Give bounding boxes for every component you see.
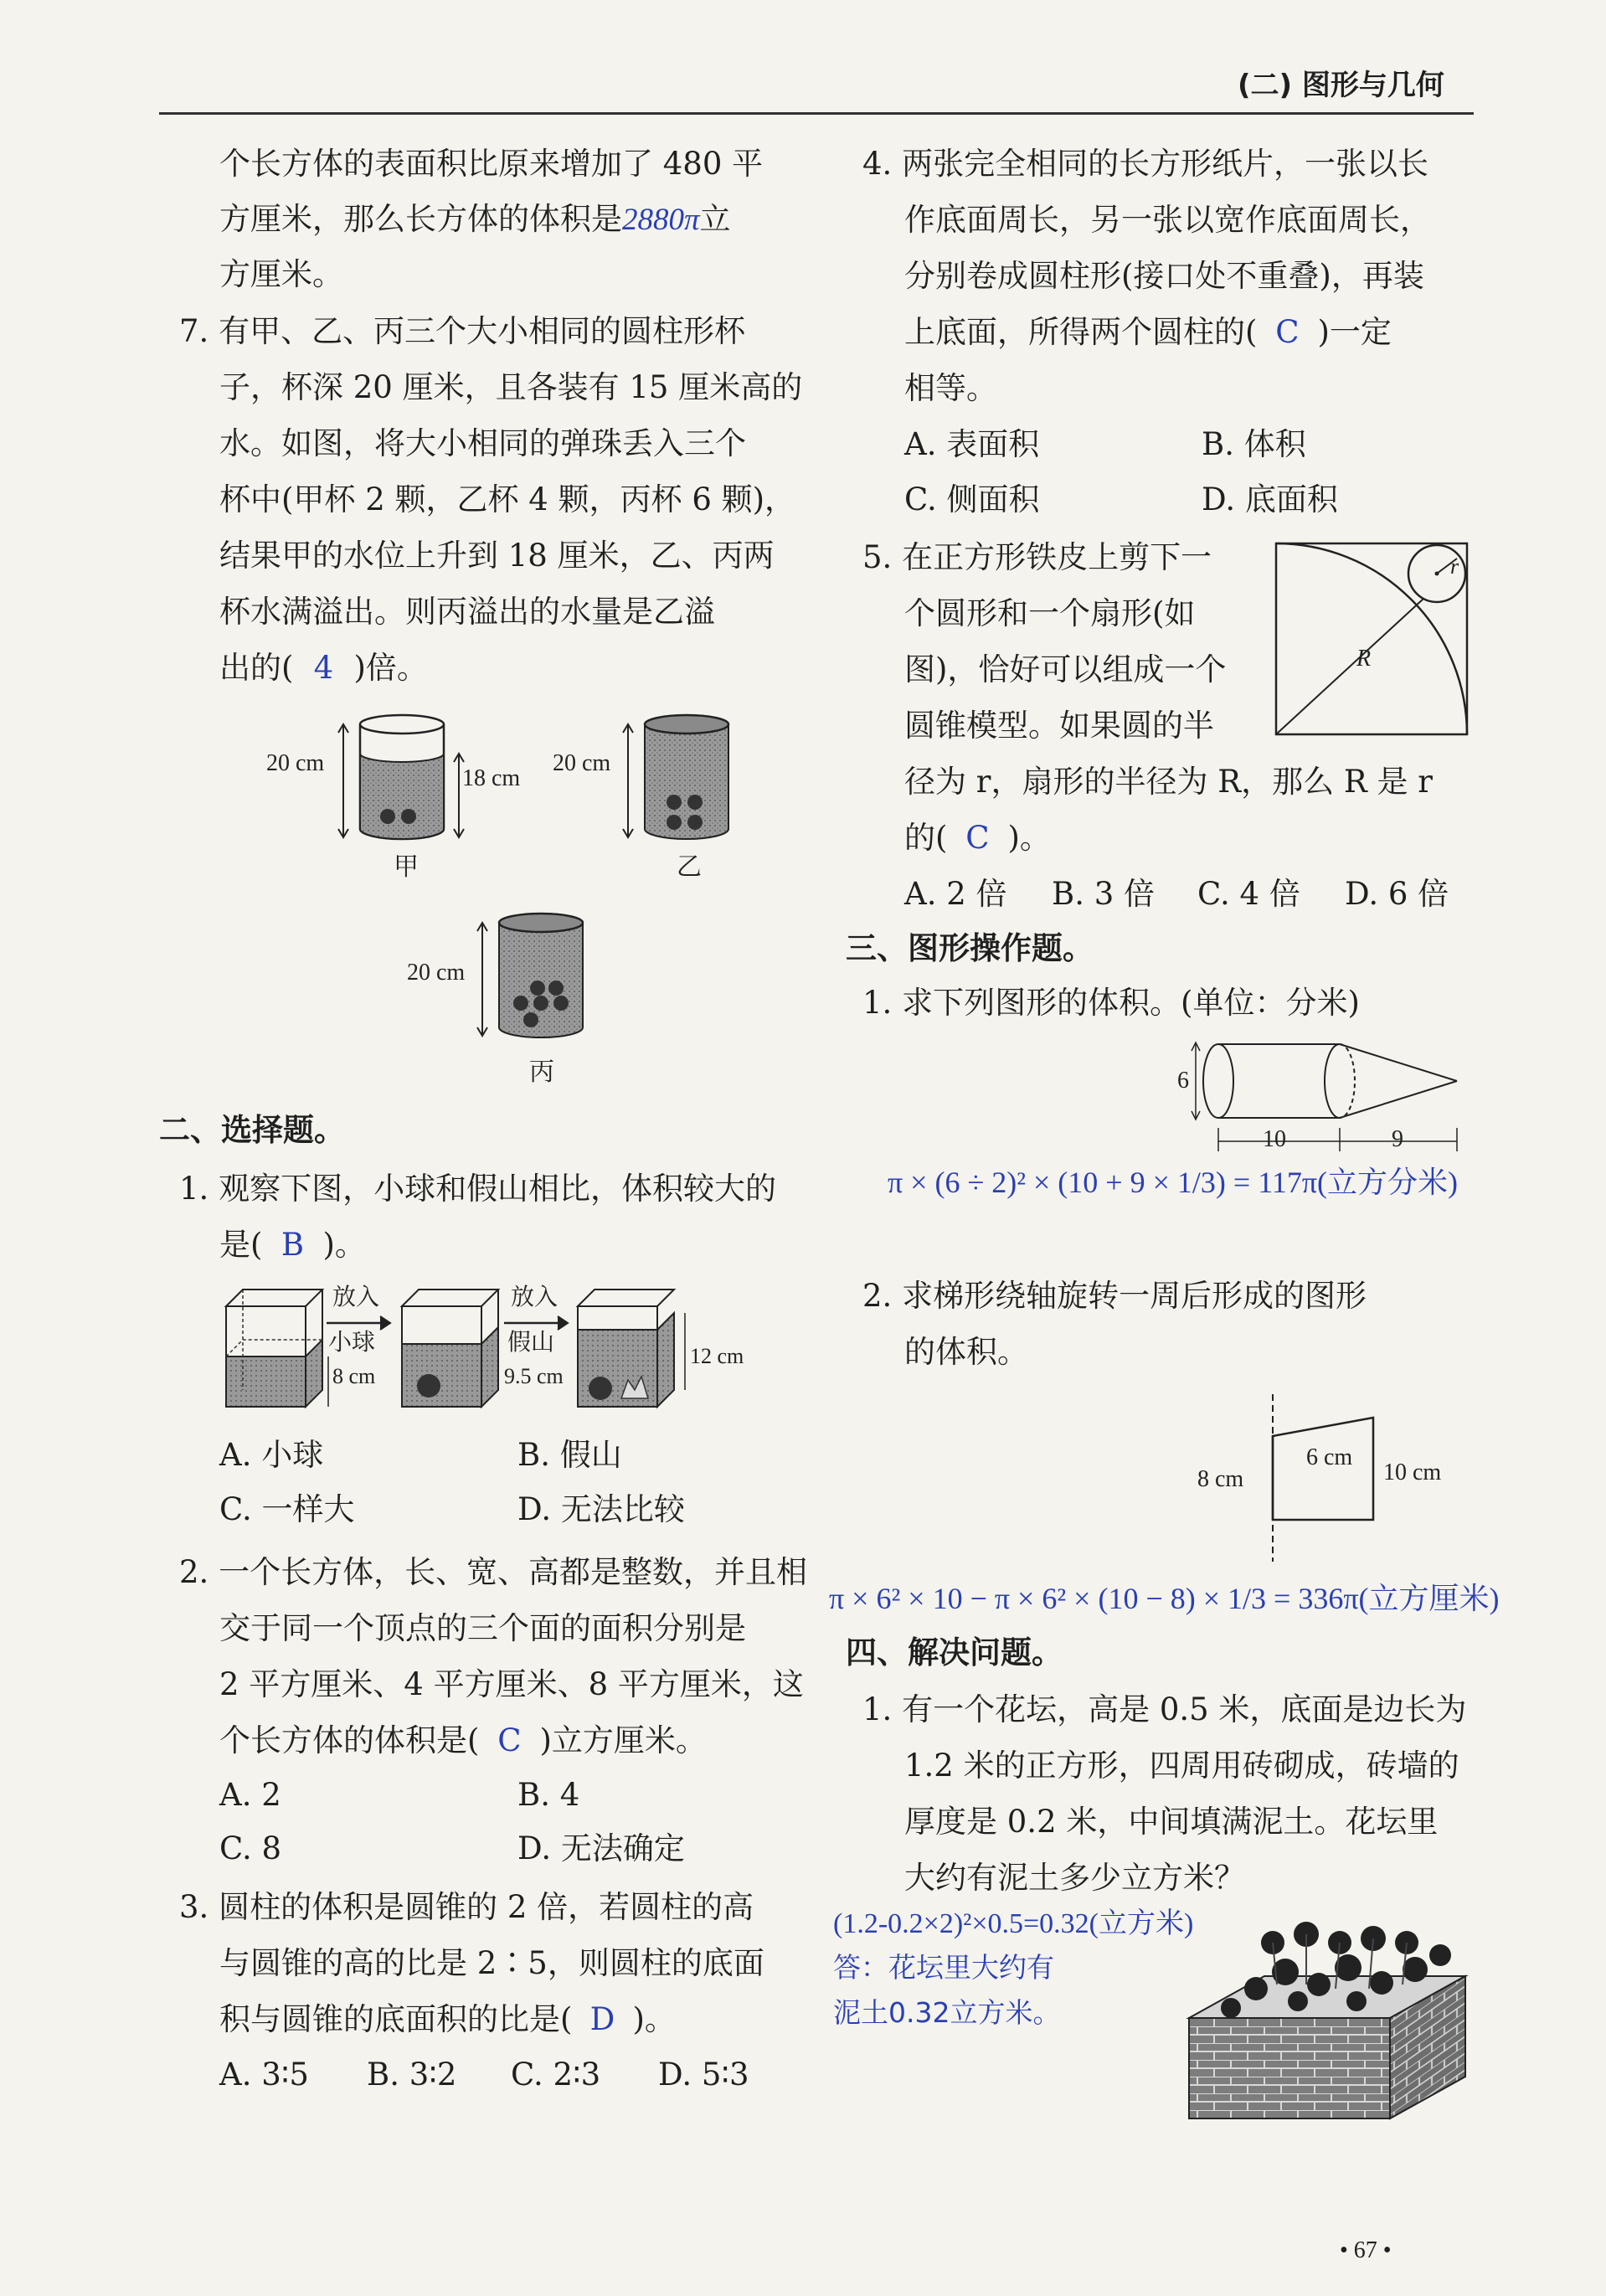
mc1-option-c: C. 一样大	[219, 1491, 355, 1527]
mc2-line3: 2 平方厘米、4 平方厘米、8 平方厘米，这	[219, 1666, 804, 1702]
box-1	[226, 1290, 322, 1407]
q7-line5: 结果甲的水位上升到 18 厘米，乙、丙两	[219, 538, 775, 574]
section2-title: 二、选择题。	[159, 1112, 345, 1148]
q7-line1: 7. 有甲、乙、丙三个大小相同的圆柱形杯	[179, 313, 746, 349]
mc2-option-b: B. 4	[517, 1777, 580, 1813]
mc2-answer: C	[497, 1722, 522, 1758]
op2-line2: 的体积。	[904, 1334, 1028, 1370]
mc4-line5: 相等。	[904, 370, 997, 406]
mc2-option-a: A. 2	[219, 1777, 281, 1813]
p1-line3: 厚度是 0.2 米，中间填满泥土。花坛里	[904, 1804, 1439, 1840]
box1-height-label: 8 cm	[332, 1364, 376, 1388]
mc5-option-b: B. 3 倍	[1052, 876, 1156, 912]
p1-line4: 大约有泥土多少立方米？	[904, 1860, 1245, 1896]
op2-right-label: 10 cm	[1383, 1459, 1442, 1485]
q7-line4: 杯中(甲杯 2 颗，乙杯 4 颗，丙杯 6 颗)，	[219, 481, 796, 517]
op2-line1: 2. 求梯形绕轴旋转一周后形成的图形	[862, 1278, 1367, 1314]
p1-answer-line1: (1.2-0.2×2)²×0.5=0.32(立方米)	[833, 1908, 1194, 1939]
op2-answer: π × 6² × 10 − π × 6² × (10 − 8) × 1/3 = 336π(立方厘米)	[829, 1582, 1500, 1615]
q6-line3: 方厘米。	[219, 256, 343, 292]
mc3-option-a: A. 3∶5	[219, 2057, 309, 2093]
mc4-line2: 作底面周长，另一张以宽作底面周长，	[904, 202, 1431, 238]
mc5-option-d: D. 6 倍	[1345, 876, 1449, 912]
op1-len2-label: 9	[1392, 1126, 1403, 1152]
mc5-line5: 径为 r，扇形的半径为 R，那么 R 是 r	[904, 764, 1433, 800]
mc5-answer: C	[965, 820, 990, 856]
box2-height-label: 9.5 cm	[504, 1364, 564, 1388]
boxes-figure	[219, 1273, 789, 1423]
mc5-line6: 的( C )。	[904, 820, 1051, 856]
flowerbed-figure	[1181, 1909, 1474, 2127]
section3-title: 三、图形操作题。	[846, 930, 1094, 966]
q7-line3: 水。如图，将大小相同的弹珠丢入三个	[219, 425, 746, 461]
q6-answer: 2880π	[622, 203, 700, 237]
cup-yi	[553, 715, 728, 881]
mc5-option-a: A. 2 倍	[904, 876, 1007, 912]
mc4-option-a: A. 表面积	[904, 426, 1040, 462]
mc4-option-d: D. 底面积	[1202, 481, 1338, 517]
cup-jia	[266, 715, 520, 881]
mc2-line1: 2. 一个长方体，长、宽、高都是整数，并且相	[179, 1554, 808, 1590]
header-title: (二) 图形与几何	[1238, 69, 1444, 102]
cup-bing-name: 丙	[529, 1058, 554, 1086]
mc5-line3: 图)，恰好可以组成一个	[904, 651, 1227, 687]
square-sector-figure	[1273, 540, 1474, 741]
cup-jia-name: 甲	[394, 853, 419, 881]
step1b-label: 小球	[328, 1330, 376, 1356]
cup-yi-depth-label: 20 cm	[553, 750, 611, 776]
mc4-answer: C	[1275, 314, 1300, 350]
mc4-line1: 4. 两张完全相同的长方形纸片，一张以长	[862, 146, 1429, 182]
op2-left-label: 8 cm	[1197, 1466, 1244, 1492]
step2-label: 放入	[511, 1284, 558, 1310]
r-label: r	[1450, 554, 1459, 579]
mc1-line1: 1. 观察下图，小球和假山相比，体积较大的	[179, 1171, 777, 1207]
mc4-line4: 上底面，所得两个圆柱的( C )一定	[904, 314, 1392, 350]
mc1-option-d: D. 无法比较	[517, 1491, 685, 1527]
box-3	[578, 1290, 674, 1407]
mc1-line2: 是( B )。	[219, 1227, 366, 1263]
cup-yi-name: 乙	[677, 853, 702, 881]
mc4-option-c: C. 侧面积	[904, 481, 1040, 517]
mc2-option-d: D. 无法确定	[517, 1830, 685, 1866]
q7-line7: 出的( 4 )倍。	[219, 650, 428, 686]
section4-title: 四、解决问题。	[846, 1634, 1063, 1671]
q6-line1: 个长方体的表面积比原来增加了 480 平	[219, 146, 764, 182]
p1-answer-line2: 答：花坛里大约有	[833, 1951, 1054, 1984]
mc5-line1: 5. 在正方形铁皮上剪下一	[862, 539, 1212, 575]
step1-label: 放入	[332, 1284, 380, 1310]
step2b-label: 假山	[507, 1330, 555, 1356]
mc4-line3: 分别卷成圆柱形(接口处不重叠)，再装	[904, 258, 1424, 294]
op1-d-label: 6	[1177, 1068, 1189, 1094]
cup-bing-depth-label: 20 cm	[407, 960, 466, 986]
mc1-answer: B	[281, 1227, 305, 1263]
p1-line1: 1. 有一个花坛，高是 0.5 米，底面是边长为	[862, 1691, 1467, 1727]
p1-answer-line3: 泥土0.32立方米。	[833, 1996, 1061, 2029]
mc3-line2: 与圆锥的高的比是 2∶5，则圆柱的底面	[219, 1945, 764, 1981]
mc2-line2: 交于同一个顶点的三个面的面积分别是	[219, 1610, 746, 1646]
cup-jia-water-label: 18 cm	[462, 765, 521, 791]
mc5-line2: 个圆形和一个扇形(如	[904, 595, 1196, 631]
box-2	[402, 1290, 498, 1407]
q7-line2: 子，杯深 20 厘米，且各装有 15 厘米高的	[219, 369, 803, 405]
mc3-option-c: C. 2∶3	[511, 2057, 601, 2093]
header-rule	[159, 112, 1474, 115]
mc2-line4: 个长方体的体积是( C )立方厘米。	[219, 1722, 707, 1758]
q7-line6: 杯水满溢出。则丙溢出的水量是乙溢	[219, 594, 715, 630]
mc3-line1: 3. 圆柱的体积是圆锥的 2 倍，若圆柱的高	[179, 1889, 754, 1925]
cups-figure	[251, 703, 804, 1097]
R-label: R	[1356, 646, 1372, 672]
q7-answer: 4	[313, 650, 334, 686]
p1-line2: 1.2 米的正方形，四周用砖砌成，砖墙的	[904, 1748, 1459, 1784]
mc3-option-d: D. 5∶3	[658, 2057, 749, 2093]
cylinder-cone-figure	[1172, 1034, 1474, 1160]
q6-line2: 方厘米，那么长方体的体积是2880π立	[219, 201, 731, 237]
mc3-answer: D	[589, 2001, 615, 2037]
trapezoid-figure	[1197, 1386, 1474, 1570]
mc5-line4: 圆锥模型。如果圆的半	[904, 708, 1214, 744]
mc5-option-c: C. 4 倍	[1197, 876, 1300, 912]
op1-line: 1. 求下列图形的体积。(单位：分米)	[862, 985, 1360, 1021]
box3-height-label: 12 cm	[690, 1344, 744, 1368]
cup-bing	[407, 914, 583, 1086]
mc2-option-c: C. 8	[219, 1830, 282, 1866]
mc4-option-b: B. 体积	[1202, 426, 1306, 462]
page-number: • 67 •	[1340, 2237, 1392, 2263]
mc1-option-b: B. 假山	[517, 1437, 622, 1473]
op1-len1-label: 10	[1263, 1126, 1286, 1152]
mc1-option-a: A. 小球	[219, 1437, 324, 1473]
op1-answer: π × (6 ÷ 2)² × (10 + 9 × 1/3) = 117π(立方分米)	[888, 1166, 1459, 1199]
mc3-line3: 积与圆锥的底面积的比是( D )。	[219, 2001, 676, 2037]
mc3-option-b: B. 3∶2	[367, 2057, 457, 2093]
op2-top-label: 6 cm	[1306, 1444, 1353, 1470]
cup-jia-depth-label: 20 cm	[266, 750, 325, 776]
